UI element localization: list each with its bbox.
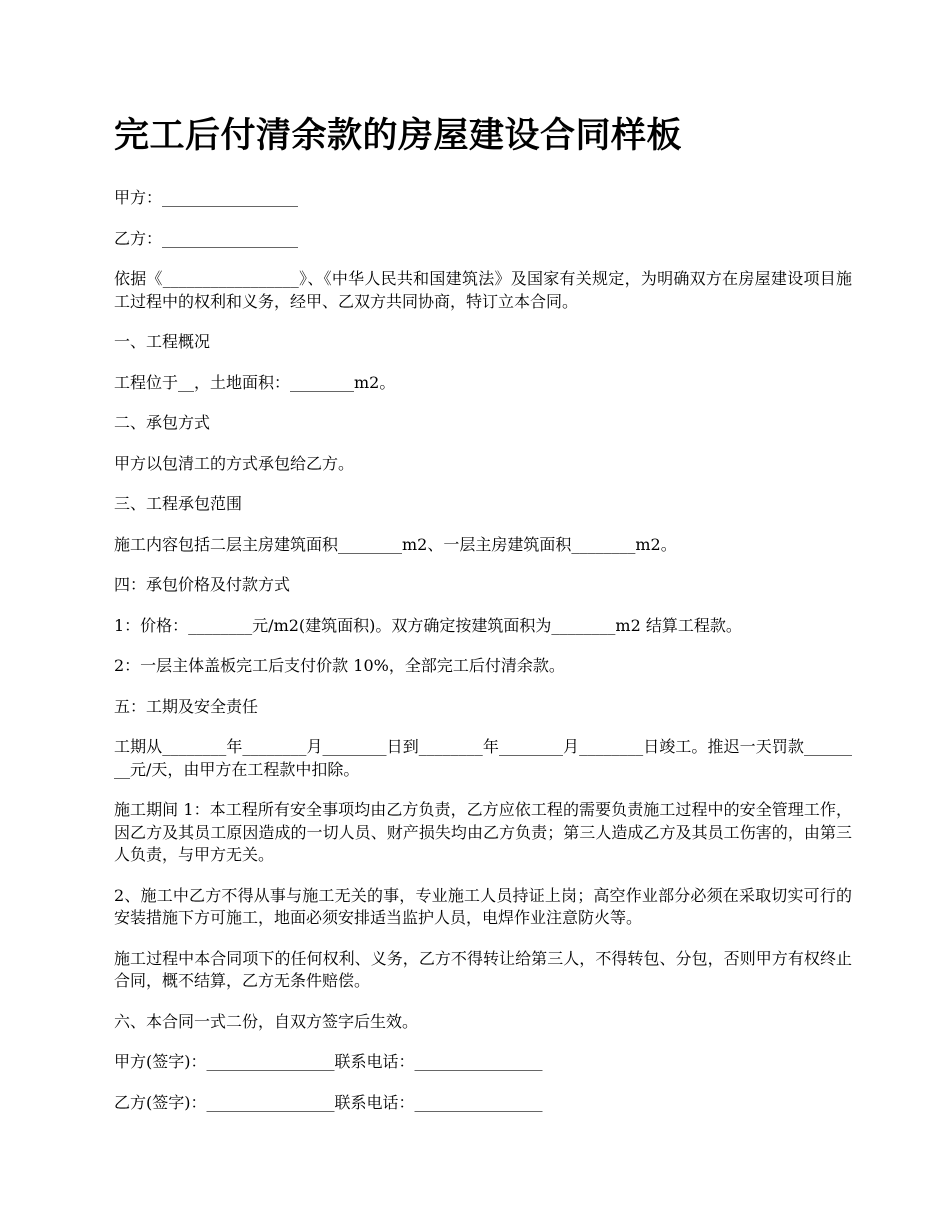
party-a-signature-line: 甲方(签字)：________________联系电话：________________ bbox=[114, 1052, 543, 1071]
payment-paragraph: 2：一层主体盖板完工后支付价款 10%，全部完工后付清余款。 bbox=[114, 656, 565, 675]
section-heading-price-payment: 四：承包价格及付款方式 bbox=[114, 575, 291, 594]
document-page bbox=[114, 112, 852, 1132]
party-b-signature-line: 乙方(签字)：________________联系电话：________________ bbox=[114, 1092, 543, 1112]
safety-paragraph-2: 2、施工中乙方不得从事与施工无关的事，专业施工人员持证上岗；高空作业部分必须在采取切实可行的安装措施下方可施工，地面必须安排适当监护人员，电焊作业注意防火等。 bbox=[114, 885, 852, 927]
price-paragraph: 1：价格：________元/m2(建筑面积)。双方确定按建筑面积为________m2 结算工程款。 bbox=[114, 615, 742, 635]
preamble-paragraph: 依据《_________________》、《中华人民共和国建筑法》及国家有关规定，为明确双方在房屋建设项目施工过程中的权利和义务，经甲、乙双方共同协商，特订立本合同。 bbox=[114, 269, 852, 311]
section-heading-schedule-safety: 五：工期及安全责任 bbox=[114, 696, 259, 716]
party-b-line: 乙方：_________________ bbox=[114, 228, 299, 248]
schedule-paragraph: 工期从________年________月________日到________年________月________日竣工。推迟一天罚款________元/天，由甲方在工程款中扣除。 bbox=[114, 737, 852, 779]
document-title: 完工后付清余款的房屋建设合同样板 bbox=[114, 116, 683, 156]
party-a-line: 甲方：_________________ bbox=[114, 188, 299, 207]
safety-paragraph-1: 施工期间 1：本工程所有安全事项均由乙方负责，乙方应依工程的需要负责施工过程中的安全管理工作，因乙方及其员工原因造成的一切人员、财产损失均由乙方负责；第三人造成乙方及其员工伤害的，由第三人负责，与甲方无关。 bbox=[114, 800, 852, 864]
contract-method-paragraph: 甲方以包清工的方式承包给乙方。 bbox=[114, 453, 355, 473]
section-heading-project-scope: 三、工程承包范围 bbox=[114, 494, 243, 513]
project-scope-paragraph: 施工内容包括二层主房建筑面积________m2、一层主房建筑面积________m2。 bbox=[114, 534, 677, 554]
project-location-paragraph: 工程位于__，土地面积：________m2。 bbox=[114, 372, 396, 392]
transfer-restriction-paragraph: 施工过程中本合同项下的任何权利、义务，乙方不得转让给第三人，不得转包、分包，否则甲方有权终止合同，概不结算，乙方无条件赔偿。 bbox=[114, 948, 852, 990]
section-heading-contract-method: 二、承包方式 bbox=[114, 413, 211, 432]
section-heading-project-overview: 一、工程概况 bbox=[114, 332, 211, 351]
section-heading-effectiveness: 六、本合同一式二份，自双方签字后生效。 bbox=[114, 1011, 419, 1031]
